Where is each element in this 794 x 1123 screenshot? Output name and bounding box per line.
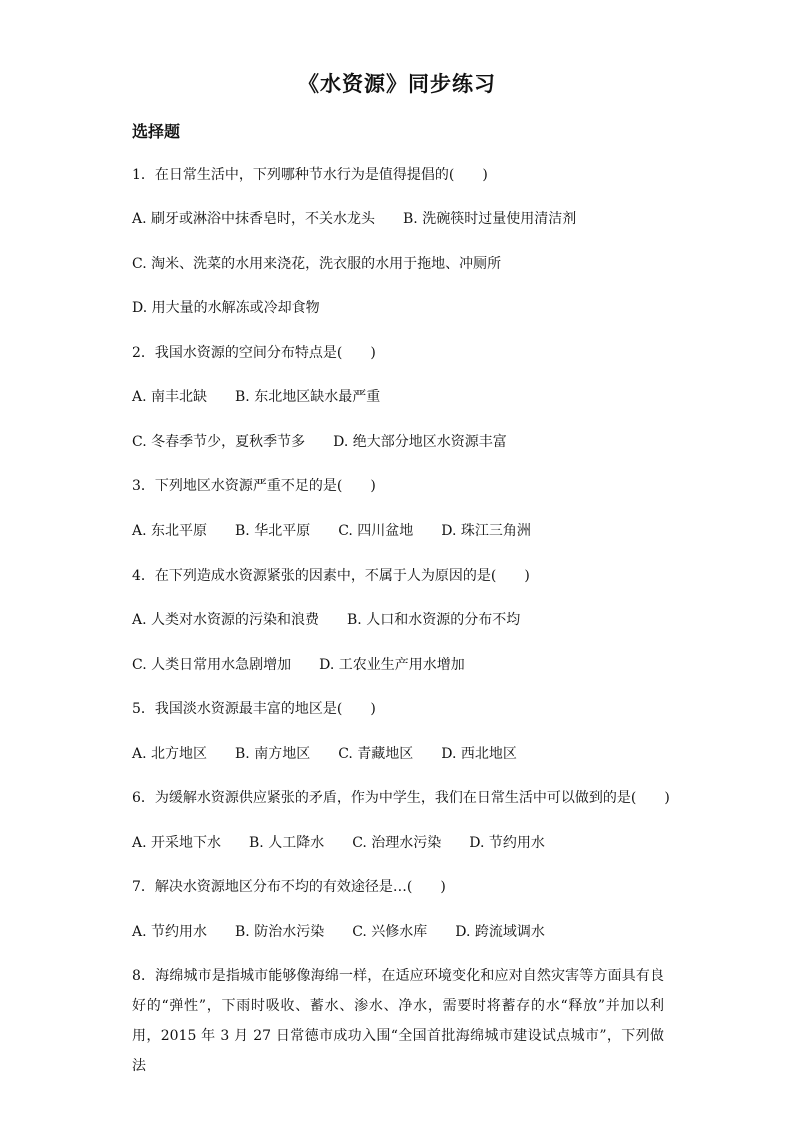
q1-option-c: C. 淘米、洗菜的水用来浇花，洗衣服的水用于拖地、冲厕所 [132, 256, 502, 272]
question-5: 5．我国淡水资源最丰富的地区是( ) [132, 701, 376, 717]
question-1: 1．在日常生活中，下列哪种节水行为是值得提倡的( ) [132, 167, 488, 183]
section-heading: 选择题 [132, 122, 181, 141]
q1-options-ab: A. 刷牙或淋浴中抹香皂时，不关水龙头 B. 洗碗筷时过量使用清洁剂 [132, 211, 577, 227]
q4-options-cd: C. 人类日常用水急剧增加 D. 工农业生产用水增加 [132, 657, 465, 673]
question-4: 4．在下列造成水资源紧张的因素中，不属于人为原因的是( ) [132, 568, 530, 584]
question-3: 3．下列地区水资源严重不足的是( ) [132, 478, 376, 494]
q4-options-ab: A. 人类对水资源的污染和浪费 B. 人口和水资源的分布不均 [132, 612, 521, 628]
q7-options: A. 节约用水 B. 防治水污染 C. 兴修水库 D. 跨流域调水 [132, 924, 545, 940]
question-7: 7．解决水资源地区分布不均的有效途径是…( ) [132, 879, 446, 895]
q1-option-d: D. 用大量的水解冻或冷却食物 [132, 300, 320, 316]
document-title: 《水资源》同步练习 [298, 71, 496, 96]
q5-options: A. 北方地区 B. 南方地区 C. 青藏地区 D. 西北地区 [132, 746, 517, 762]
q6-options: A. 开采地下水 B. 人工降水 C. 治理水污染 D. 节约用水 [132, 835, 545, 851]
q3-options: A. 东北平原 B. 华北平原 C. 四川盆地 D. 珠江三角洲 [132, 523, 531, 539]
q2-options-ab: A. 南丰北缺 B. 东北地区缺水最严重 [132, 389, 381, 405]
q2-options-cd: C. 冬春季节少，夏秋季节多 D. 绝大部分地区水资源丰富 [132, 434, 507, 450]
question-2: 2．我国水资源的空间分布特点是( ) [132, 345, 376, 361]
question-8: 8．海绵城市是指城市能够像海绵一样，在适应环境变化和应对自然灾害等方面具有良好的“弹性”，下雨时吸收、蓄水、渗水、净水，需要时将蓄存的水“释放”并加以利用，2015 年 3 月 27 日常德市成功入围“全国首批海绵城市建设试点城市”，下列做法 [132, 968, 664, 1074]
question-6: 6．为缓解水资源供应紧张的矛盾，作为中学生，我们在日常生活中可以做到的是( ) [132, 790, 670, 806]
